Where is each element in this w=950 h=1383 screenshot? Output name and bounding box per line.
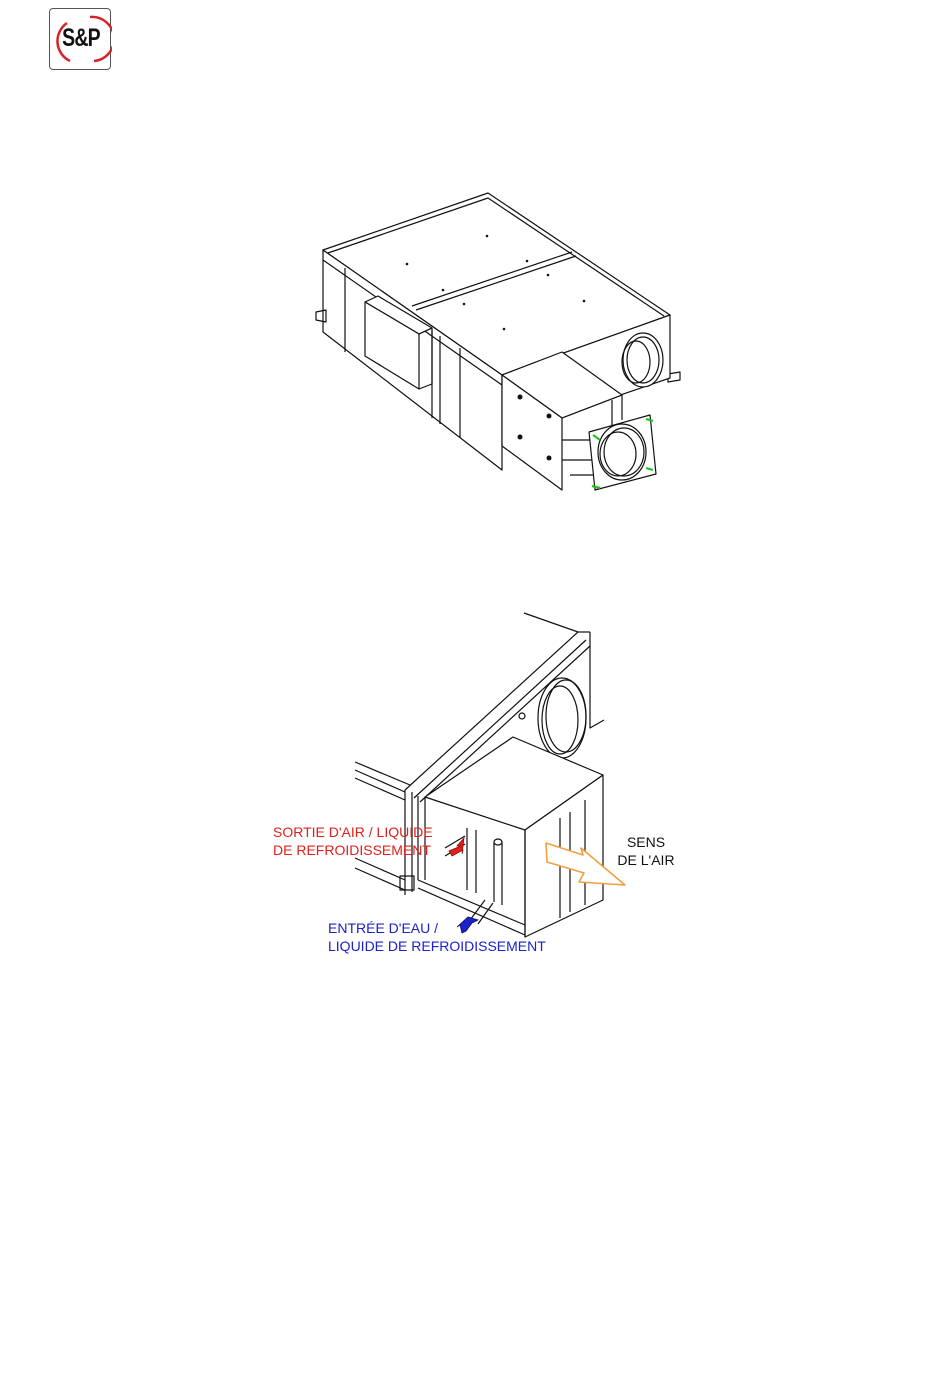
outlet-label <box>273 824 433 859</box>
unit-overview-drawing <box>0 185 950 505</box>
air-direction-label-line2: DE L'AIR <box>617 851 675 868</box>
unit-overview-figure <box>0 185 950 505</box>
inlet-label-line1: ENTRÉE D'EAU / <box>328 920 439 936</box>
air-direction-label-line1: SENS <box>626 834 666 850</box>
outlet-label-line1: SORTIE D'AIR / LIQUIDE <box>273 824 433 840</box>
inlet-arrow-icon <box>0 605 950 955</box>
air-direction-label <box>612 834 680 869</box>
logo-text: S&P <box>62 24 100 52</box>
outlet-label-line2: DE REFROIDISSEMENT <box>273 841 431 858</box>
inlet-label <box>328 920 546 955</box>
inlet-label-line2: LIQUIDE DE REFROIDISSEMENT <box>328 937 546 954</box>
coil-detail-figure <box>0 605 950 955</box>
sp-logo <box>49 8 111 70</box>
